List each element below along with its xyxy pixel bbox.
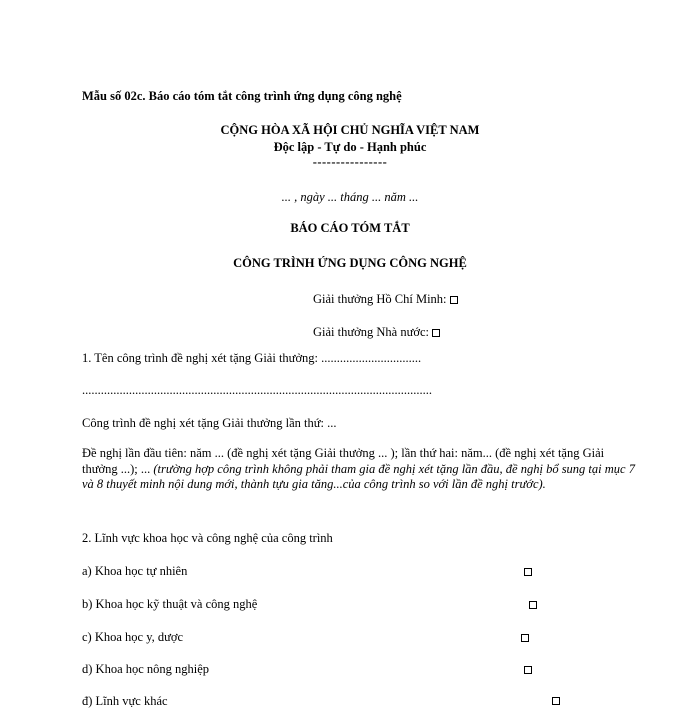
field-option-medical-checkbox[interactable] bbox=[521, 634, 529, 642]
field-option-natural-science: a) Khoa học tự nhiên bbox=[82, 564, 188, 578]
field-option-engineering: b) Khoa học kỹ thuật và công nghệ bbox=[82, 597, 258, 611]
project-name-dots: ................................................................................................................ bbox=[82, 383, 432, 397]
award-hcm-checkbox[interactable] bbox=[450, 296, 458, 304]
award-state-checkbox[interactable] bbox=[432, 329, 440, 337]
field-option-natural-science-checkbox[interactable] bbox=[524, 568, 532, 576]
award-state-label: Giải thưởng Nhà nước: bbox=[313, 325, 429, 339]
award-hcm bbox=[313, 292, 458, 307]
field-section-label: 2. Lĩnh vực khoa học và công nghệ của công trình bbox=[82, 531, 333, 545]
national-motto: Độc lập - Tự do - Hạnh phúc bbox=[273, 140, 427, 154]
date-line: ... , ngày ... tháng ... năm ... bbox=[281, 190, 419, 204]
field-option-engineering-checkbox[interactable] bbox=[529, 601, 537, 609]
header-separator: ---------------- bbox=[312, 155, 388, 169]
document-subtitle: CÔNG TRÌNH ỨNG DỤNG CÔNG NGHỆ bbox=[233, 256, 467, 270]
field-option-agriculture: d) Khoa học nông nghiệp bbox=[82, 662, 210, 676]
attempt-line: Công trình đề nghị xét tặng Giải thưởng lần thứ: ... bbox=[82, 416, 337, 430]
attempt-details-text: Đề nghị lần đầu tiên: năm ... (đề nghị xét tặng Giải thưởng ... ); lần thứ hai: năm... (đề nghị xét tặng Giải thưởng ...); ... bbox=[82, 446, 605, 476]
field-option-medical: c) Khoa học y, dược bbox=[82, 630, 184, 644]
attempt-details bbox=[82, 446, 642, 493]
field-option-agriculture-checkbox[interactable] bbox=[524, 666, 532, 674]
award-state bbox=[313, 325, 440, 340]
form-code: Mẫu số 02c. Báo cáo tóm tắt công trình ứng dụng công nghệ bbox=[82, 89, 402, 103]
field-option-other-checkbox[interactable] bbox=[552, 697, 560, 705]
award-hcm-label: Giải thưởng Hồ Chí Minh: bbox=[313, 292, 447, 306]
project-name-label: 1. Tên công trình đề nghị xét tặng Giải thưởng: ................................ bbox=[82, 351, 422, 365]
field-option-other: đ) Lĩnh vực khác bbox=[82, 694, 168, 708]
country-name: CỘNG HÒA XÃ HỘI CHỦ NGHĨA VIỆT NAM bbox=[220, 123, 480, 137]
attempt-details-note: (trường hợp công trình không phải tham gia đề nghị xét tặng lần đầu, đề nghị bổ sung tại mục 7 và 8 thuyết minh nội dung mới, thành tựu gia tăng...của công trình so với lần đề nghị trước). bbox=[82, 461, 635, 491]
document-title: BÁO CÁO TÓM TẮT bbox=[290, 221, 410, 235]
